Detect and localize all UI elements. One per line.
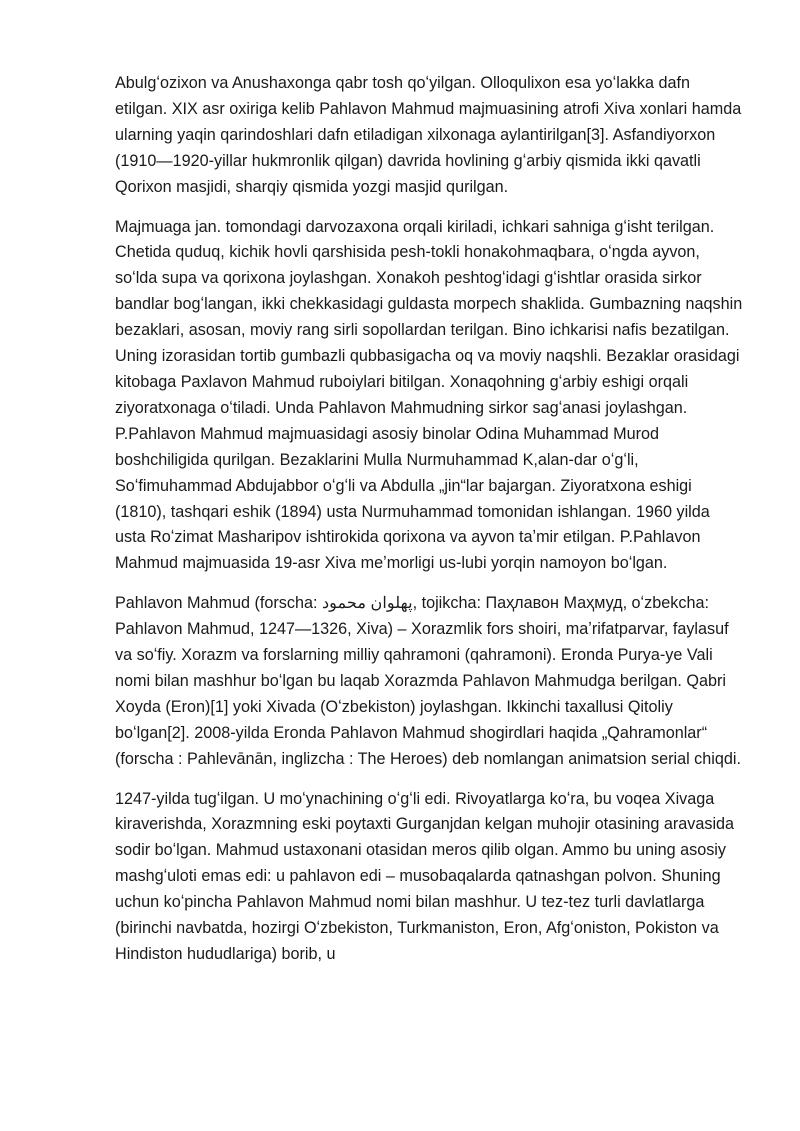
paragraph-early-life: 1247-yilda tugʻilgan. U moʻynachining oʻgʻli edi. Rivoyatlarga koʻra, bu voqea Xivaga kiraverishda, Xorazmning eski poytaxti Gurganjdan kelgan muhojir otasining aravasida sodir boʻlgan. Mahmud ustaxonani otasidan meros qilib olgan. Ammo bu uning asosiy mashgʻuloti emas edi: u pahlavon edi – musobaqalarda qatnashgan polvon. Shuning uchun koʻpincha Pahlavon Mahmud nomi bilan mashhur. U tez-tez turli davlatlarga (birinchi navbatda, hozirgi Oʻzbekiston, Turkmaniston, Eron, Afgʻoniston, Pokiston va Hindiston hududlariga) borib, u <box>115 789 735 963</box>
document-body <box>115 71 743 982</box>
paragraph-architecture: Majmuaga jan. tomondagi darvozaxona orqali kiriladi, ichkari sahniga gʻisht terilgan. Chetida quduq, kichik hovli qarshisida pesh-tokli honakohmaqbara, oʻngda ayvon, soʻlda supa va qorixona joylashgan. Xonakoh peshtogʻidagi gʻishtlar orasida sirkor bandlar bogʻlangan, ikki chekkasidagi guldasta morpech shaklida. Gumbazning naqshin bezaklari, asosan, moviy rang sirli sopollardan terilgan. Bino ichkarisi nafis bezatilgan. Uning izorasidan tortib gumbazli qubbasigacha oq va moviy naqshli. Bezaklar orasidagi kitobaga Paxlavon Mahmud ruboiylari bitilgan. Xonaqohning gʻarbiy eshigi orqali ziyoratxonaga oʻtiladi. Unda Pahlavon Mahmudning sirkor sagʻanasi joylashgan. P.Pahlavon Mahmud majmuasidagi asosiy binolar Odina Muhammad Murod boshchiligida qurilgan. Bezaklarini Mulla Nurmuhammad K,alan-dar oʻgʻli, Soʻfimuhammad Abdujabbor oʻgʻli va Abdulla „jin“lar bajargan. Ziyoratxona eshigi (1810), tashqari eshik (1894) usta Nurmuhammad tomonidan ishlangan. 1960 yilda usta Roʻzimat Masharipov ishtirokida qorixona va ayvon taʼmir etilgan. P.Pahlavon Mahmud majmuasida 19-asr Xiva meʼmorligi us-lubi yorqin namoyon boʻlgan. <box>115 217 743 573</box>
paragraph-biography-intro: Pahlavon Mahmud (forscha: پهلوان محمود‎, tojikcha: Паҳлавон Маҳмуд, oʻzbekcha: Pahlavon Mahmud, 1247—1326, Xiva) – Xorazmlik fors shoiri, maʼrifatparvar, faylasuf va soʻfiy. Xorazm va forslarning milliy qahramoni (qahramoni). Eronda Purya-ye Vali nomi bilan mashhur boʻlgan bu laqab Xorazmda Pahlavon Mahmudga berilgan. Qabri Xoyda (Eron)[1] yoki Xivada (Oʻzbekiston) joylashgan. Ikkinchi taxallusi Qitoliy boʻlgan[2]. 2008-yilda Eronda Pahlavon Mahmud shogirdlari haqida „Qahramonlar“ (forscha : Pahlevānān, inglizcha : The Heroes) deb nomlangan animatsion serial chiqdi. <box>115 594 741 768</box>
paragraph-burials: Abulgʻozixon va Anushaxonga qabr tosh qoʻyilgan. Olloqulixon esa yoʻlakka dafn etilgan. XIX asr oxiriga kelib Pahlavon Mahmud majmuasining atrofi Xiva xonlari hamda ularning yaqin qarindoshlari dafn etiladigan xilxonaga aylantirilgan[3]. Asfandiyorxon (1910—1920-yillar hukmronlik qilgan) davrida hovlining gʻarbiy qismida ikki qavatli Qorixon masjidi, sharqiy qismida yozgi masjid qurilgan. <box>115 74 742 196</box>
